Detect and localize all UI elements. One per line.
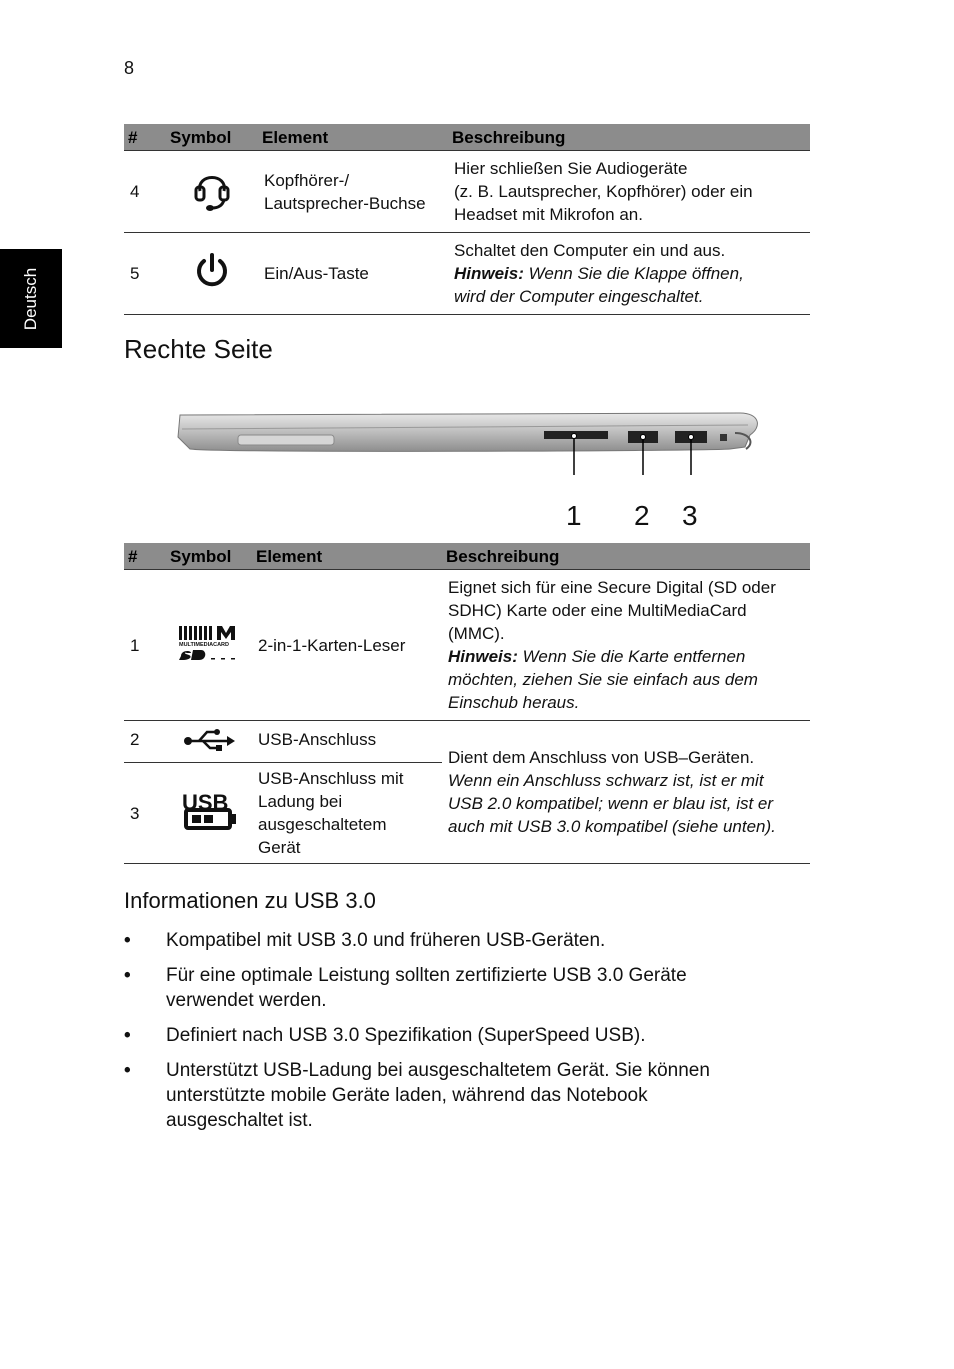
desc-line: Wenn ein Anschluss schwarz ist, ist er mit	[448, 771, 764, 790]
row-number: 3	[124, 763, 166, 864]
row-number: 4	[124, 151, 166, 233]
table-row	[124, 721, 810, 763]
desc-line: Eignet sich für eine Secure Digital (SD oder	[448, 578, 776, 597]
section-title: Rechte Seite	[124, 334, 273, 364]
callout-2: 2	[634, 500, 650, 531]
usb-charging-icon	[166, 763, 252, 864]
header-symbol: Symbol	[166, 124, 258, 151]
desc-line: (z. B. Lautsprecher, Kopfhörer) oder ein	[454, 182, 753, 201]
desc-line: Hier schließen Sie Audiogeräte	[454, 159, 688, 178]
element-line: Ein/Aus-Taste	[264, 264, 369, 283]
header-symbol: Symbol	[166, 543, 252, 570]
desc-line: USB 2.0 kompatibel; wenn er blau ist, ist er	[448, 794, 774, 813]
header-description: Beschreibung	[442, 543, 810, 570]
side-tab-label: Deutsch	[21, 267, 40, 330]
table-row	[124, 570, 810, 721]
usb-info-title: Informationen zu USB 3.0	[124, 888, 376, 913]
list-item-text: unterstützte mobile Geräte laden, während das Notebook	[166, 1085, 648, 1106]
row-number: 5	[124, 233, 166, 315]
element-line: USB-Anschluss mit	[258, 769, 404, 788]
callout-3: 3	[682, 500, 698, 531]
desc-line: auch mit USB 3.0 kompatibel (siehe unten).	[448, 817, 776, 836]
description-cell	[442, 570, 810, 721]
list-item-text: Definiert nach USB 3.0 Spezifikation (SuperSpeed USB).	[166, 1025, 646, 1046]
description-cell	[448, 151, 810, 233]
header-num: #	[124, 543, 166, 570]
list-item-text: verwendet werden.	[166, 990, 327, 1011]
list-item	[124, 1058, 814, 1133]
usb-info-list	[124, 928, 814, 1143]
element-cell	[258, 233, 448, 315]
element-line: Ladung bei	[258, 792, 343, 811]
list-item-text: Unterstützt USB-Ladung bei ausgeschaltetem Gerät. Sie können	[166, 1060, 710, 1081]
table-row	[124, 151, 810, 233]
headset-icon	[166, 151, 258, 233]
row-number: 2	[124, 721, 166, 763]
header-description: Beschreibung	[448, 124, 810, 151]
element-cell	[252, 763, 442, 864]
callout-1: 1	[566, 500, 582, 531]
header-element: Element	[258, 124, 448, 151]
laptop-right-side-illustration	[170, 405, 770, 480]
bullet-icon: •	[124, 930, 131, 951]
list-item-text: Kompatibel mit USB 3.0 und früheren USB-Geräten.	[166, 930, 606, 951]
page-number: 8	[124, 58, 135, 78]
ports-table-right	[124, 543, 810, 864]
svg-text:MULTIMEDIACARD: MULTIMEDIACARD	[179, 642, 230, 648]
usb-icon	[166, 721, 252, 763]
bullet-icon: •	[124, 1060, 131, 1081]
power-icon	[166, 233, 258, 315]
element-line: Gerät	[258, 838, 301, 857]
note-label: Hinweis:	[454, 264, 524, 283]
note-text: möchten, ziehen Sie sie einfach aus dem	[448, 670, 758, 689]
table-row	[124, 233, 810, 315]
desc-line: Headset mit Mikrofon an.	[454, 205, 643, 224]
note-text: Einschub heraus.	[448, 693, 580, 712]
list-item	[124, 1023, 814, 1048]
element-line: ausgeschaltetem	[258, 815, 387, 834]
element-cell: 2-in-1-Karten-Leser	[252, 570, 442, 721]
note-text: Wenn Sie die Karte entfernen	[522, 647, 746, 666]
element-cell	[258, 151, 448, 233]
desc-line: (MMC).	[448, 624, 505, 643]
list-item-text: Für eine optimale Leistung sollten zertifizierte USB 3.0 Geräte	[166, 965, 687, 986]
row-number: 1	[124, 570, 166, 721]
usb-description-cell	[442, 721, 810, 864]
note-text: wird der Computer eingeschaltet.	[454, 287, 704, 306]
note-label: Hinweis:	[448, 647, 518, 666]
language-side-tab	[0, 249, 62, 348]
list-item-text: ausgeschaltet ist.	[166, 1110, 313, 1131]
multimediacard-sd-icon	[166, 570, 252, 721]
list-item	[124, 928, 814, 953]
ports-table-left	[124, 124, 810, 315]
description-cell	[448, 233, 810, 315]
header-element: Element	[252, 543, 442, 570]
note-text: Wenn Sie die Klappe öffnen,	[528, 264, 744, 283]
element-cell: USB-Anschluss	[252, 721, 442, 763]
element-line: Kopfhörer-/	[264, 170, 350, 190]
header-num: #	[124, 124, 166, 151]
desc-line: SDHC) Karte oder eine MultiMediaCard	[448, 601, 747, 620]
table-header-row	[124, 124, 810, 151]
svg-text:USB: USB	[182, 790, 229, 815]
element-line: Lautsprecher-Buchse	[264, 193, 426, 213]
table-header-row	[124, 543, 810, 570]
list-item	[124, 963, 814, 1013]
desc-line: Dient dem Anschluss von USB–Geräten.	[448, 748, 755, 767]
bullet-icon: •	[124, 1025, 131, 1046]
bullet-icon: •	[124, 965, 131, 986]
desc-line: Schaltet den Computer ein und aus.	[454, 241, 726, 260]
